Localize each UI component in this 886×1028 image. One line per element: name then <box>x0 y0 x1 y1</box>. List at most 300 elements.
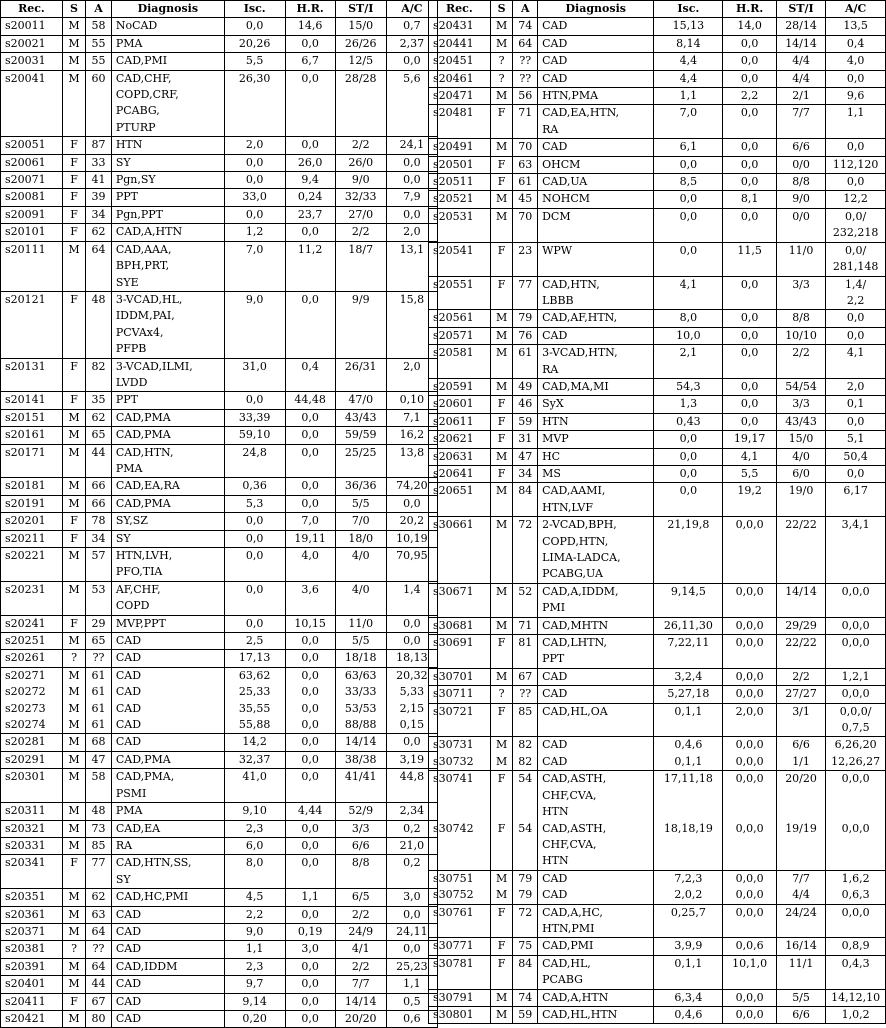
ac-cell <box>826 88 886 105</box>
ac-cell <box>826 938 886 955</box>
table-row <box>1 923 438 940</box>
diagnosis-cell <box>111 172 224 189</box>
ac-cell-line: 5,6 <box>403 71 421 85</box>
header-hr: H.R. <box>285 1 335 18</box>
rec-cell: s20091 <box>1 206 63 223</box>
sex-cell: M <box>62 976 85 993</box>
sti-cell: 43/43 <box>335 409 386 426</box>
ac-cell-line: 281,148 <box>832 260 879 274</box>
sti-cell: 18/7 <box>335 241 386 291</box>
diagnosis-cell-line: CAD <box>115 651 142 665</box>
diagnosis-cell-line: PPT <box>115 190 138 204</box>
hr-cell: 0,0 <box>285 993 335 1010</box>
diagnosis-cell <box>538 737 654 754</box>
diagnosis-cell-line: CAD,EA <box>115 821 161 835</box>
sti-cell: 6/6 <box>776 1006 825 1023</box>
diagnosis-cell-line: CAD,EA,HTN, <box>542 106 620 120</box>
hr-cell: 0,0,0 <box>723 617 777 634</box>
ac-cell-line: 0,0/ <box>845 209 867 223</box>
diagnosis-cell <box>538 70 654 87</box>
isc-cell: 59,10 <box>224 427 285 444</box>
age-cell: ?? <box>513 686 538 703</box>
rec-cell: s20281 <box>1 734 63 751</box>
sex-cell: M <box>490 583 513 617</box>
diagnosis-cell <box>538 617 654 634</box>
hr-cell: 0,0 <box>723 413 777 430</box>
diagnosis-cell-line: 3-VCAD,HL, <box>115 292 183 306</box>
age-cell: 62 <box>86 224 112 241</box>
sti-cell: 25/25 <box>335 444 386 478</box>
table-row <box>429 88 886 105</box>
diagnosis-cell <box>111 495 224 512</box>
sex-cell: M <box>62 427 85 444</box>
hr-cell: 1,1 <box>285 889 335 906</box>
diagnosis-cell <box>111 820 224 837</box>
ac-cell-line: 5,33 <box>399 685 425 699</box>
sex-cell: F <box>490 242 513 276</box>
header-sti: ST/I <box>335 1 386 18</box>
ac-cell-line: 20,2 <box>399 514 425 528</box>
rec-cell: s20521 <box>429 191 491 208</box>
header-age: A <box>513 1 538 18</box>
rec-cell: s20311 <box>1 803 63 820</box>
sex-cell: M <box>62 667 85 684</box>
table-row <box>1 684 438 700</box>
hr-cell: 0,0,0 <box>723 821 777 871</box>
rec-cell: s20561 <box>429 310 491 327</box>
diagnosis-cell-line: 2-VCAD,BPH, <box>542 518 617 532</box>
isc-cell: 7,22,11 <box>654 635 723 669</box>
hr-cell: 0,0,0 <box>723 635 777 669</box>
ac-cell-line: 1,1 <box>846 106 865 120</box>
isc-cell: 1,1 <box>654 88 723 105</box>
sti-cell: 19/0 <box>776 483 825 517</box>
table-row <box>1 581 438 615</box>
sti-cell: 2/2 <box>335 958 386 975</box>
sex-cell: M <box>490 88 513 105</box>
isc-cell: 5,27,18 <box>654 686 723 703</box>
hr-cell: 9,4 <box>285 172 335 189</box>
isc-cell: 0,43 <box>654 413 723 430</box>
rec-cell: s30721 <box>429 703 491 737</box>
ac-cell-line: 4,1 <box>846 346 865 360</box>
age-cell: 82 <box>86 358 112 392</box>
rec-cell: s20181 <box>1 478 63 495</box>
age-cell: 33 <box>86 154 112 171</box>
diagnosis-cell-line: WPW <box>542 243 573 257</box>
age-cell: 65 <box>86 633 112 650</box>
age-cell: 48 <box>86 803 112 820</box>
diagnosis-cell-line: CAD <box>115 735 142 749</box>
diagnosis-cell <box>111 291 224 358</box>
table-row <box>429 53 886 70</box>
sex-cell: F <box>62 189 85 206</box>
isc-cell: 8,0 <box>654 310 723 327</box>
diagnosis-cell <box>111 993 224 1010</box>
hr-cell: 10,1,0 <box>723 955 777 989</box>
diagnosis-cell-line: CAD,ASTH, <box>542 772 607 786</box>
table-row <box>1 855 438 889</box>
hr-cell: 0,24 <box>285 189 335 206</box>
hr-cell: 0,0 <box>285 837 335 854</box>
diagnosis-cell <box>111 1010 224 1027</box>
ac-cell <box>826 345 886 379</box>
isc-cell: 0,0 <box>224 548 285 582</box>
diagnosis-cell-line: CAD,HTN,SS, <box>115 856 192 870</box>
hr-cell: 0,0 <box>723 139 777 156</box>
sex-cell: F <box>490 105 513 139</box>
sex-cell: M <box>62 717 85 734</box>
isc-cell: 24,8 <box>224 444 285 478</box>
diagnosis-cell <box>538 517 654 584</box>
sex-cell: F <box>62 358 85 392</box>
rec-cell: s20371 <box>1 923 63 940</box>
diagnosis-cell-line: CAD,IDDM <box>115 959 178 973</box>
sti-cell: 54/54 <box>776 378 825 395</box>
isc-cell: 9,0 <box>224 923 285 940</box>
diagnosis-cell <box>538 870 654 887</box>
diagnosis-cell-line: CAD,HC,PMI <box>115 890 189 904</box>
sti-cell: 5/5 <box>335 633 386 650</box>
table-row <box>429 35 886 52</box>
isc-cell: 25,33 <box>224 684 285 700</box>
sti-cell: 20/20 <box>335 1010 386 1027</box>
table-row <box>1 941 438 958</box>
sti-cell: 27/0 <box>335 206 386 223</box>
table-row <box>1 548 438 582</box>
sti-cell: 4/4 <box>776 70 825 87</box>
table-row <box>1 633 438 650</box>
sti-cell: 4/4 <box>776 887 825 904</box>
isc-cell: 5,3 <box>224 495 285 512</box>
ac-cell <box>826 1006 886 1023</box>
hr-cell: 0,0,0 <box>723 904 777 938</box>
ac-cell-line: 3,4,1 <box>841 518 870 532</box>
table-row <box>429 174 886 191</box>
ac-cell-line: 7,9 <box>403 190 421 204</box>
age-cell: 57 <box>86 548 112 582</box>
diagnosis-cell-line: RA <box>542 122 559 136</box>
table-row <box>429 18 886 35</box>
sex-cell: F <box>490 276 513 310</box>
isc-cell: 0,0 <box>654 191 723 208</box>
table-row <box>1 615 438 632</box>
ac-cell-line: 1,2,1 <box>841 669 870 683</box>
sex-cell: M <box>62 1010 85 1027</box>
isc-cell: 8,5 <box>654 174 723 191</box>
diagnosis-cell-line: CAD,MHTN <box>542 618 609 632</box>
diagnosis-cell-line: CAD,HL,HTN <box>542 1007 618 1021</box>
diagnosis-cell-line: IDDM,PAI, <box>115 309 175 323</box>
isc-cell: 26,11,30 <box>654 617 723 634</box>
diagnosis-cell-line: CAD,AF,HTN, <box>542 311 618 325</box>
rec-cell: s20401 <box>1 976 63 993</box>
table-row <box>429 821 886 871</box>
age-cell: 82 <box>513 754 538 771</box>
diagnosis-cell-line: NOHCM <box>542 192 590 206</box>
ac-cell-line: 2,2 <box>846 293 865 307</box>
table-row <box>429 703 886 737</box>
diagnosis-cell <box>111 478 224 495</box>
diagnosis-cell-line: CAD,ASTH, <box>542 821 607 835</box>
sex-cell: M <box>62 581 85 615</box>
sex-cell: M <box>62 906 85 923</box>
table-row <box>1 993 438 1010</box>
sex-cell: M <box>490 139 513 156</box>
ac-cell-line: 13,5 <box>843 19 868 33</box>
isc-cell: 9,7 <box>224 976 285 993</box>
sti-cell: 2/2 <box>776 345 825 379</box>
isc-cell: 6,3,4 <box>654 989 723 1006</box>
sex-cell: ? <box>490 53 513 70</box>
rec-cell: s20021 <box>1 35 63 52</box>
ac-cell-line: 0,6 <box>403 1011 421 1025</box>
ac-cell-line: 0,5 <box>403 994 421 1008</box>
diagnosis-cell-line: DCM <box>542 209 571 223</box>
diagnosis-cell <box>538 955 654 989</box>
rec-cell: s20631 <box>429 448 491 465</box>
table-row <box>1 803 438 820</box>
sex-cell: F <box>490 771 513 821</box>
age-cell: 70 <box>513 208 538 242</box>
diagnosis-cell <box>538 156 654 173</box>
sex-cell: F <box>62 154 85 171</box>
diagnosis-cell-line: CAD,PMI <box>542 939 594 953</box>
hr-cell: 0,0 <box>723 174 777 191</box>
age-cell: 53 <box>86 581 112 615</box>
isc-cell: 0,0 <box>654 431 723 448</box>
diagnosis-cell <box>111 803 224 820</box>
sex-cell: F <box>490 431 513 448</box>
sex-cell: F <box>62 224 85 241</box>
sex-cell: F <box>62 291 85 358</box>
isc-cell: 0,0 <box>654 156 723 173</box>
hr-cell: 0,0 <box>723 378 777 395</box>
rec-cell: s20501 <box>429 156 491 173</box>
table-row <box>1 70 438 137</box>
ac-cell-line: 1,6,2 <box>841 871 870 885</box>
diagnosis-cell-line: PFO,TIA <box>115 565 163 579</box>
age-cell: 58 <box>86 18 112 35</box>
header-sex: S <box>490 1 513 18</box>
isc-cell: 31,0 <box>224 358 285 392</box>
hr-cell: 0,0 <box>723 105 777 139</box>
sti-cell: 24/9 <box>335 923 386 940</box>
hr-cell: 0,0 <box>285 137 335 154</box>
sti-cell: 9/9 <box>335 291 386 358</box>
ac-cell <box>826 18 886 35</box>
diagnosis-cell <box>538 174 654 191</box>
age-cell: 68 <box>86 734 112 751</box>
ac-cell-line: 1,0,2 <box>841 1007 870 1021</box>
ac-cell-line: 24,11 <box>396 924 428 938</box>
sti-cell: 15/0 <box>776 431 825 448</box>
rec-cell: s30681 <box>429 617 491 634</box>
diagnosis-cell-line: BPH,PRT, <box>115 259 170 273</box>
age-cell: 72 <box>513 517 538 584</box>
diagnosis-cell-line: HTN,LVF <box>542 500 594 514</box>
rec-cell: s30752 <box>429 887 491 904</box>
table-row <box>429 737 886 754</box>
diagnosis-cell-line: SY <box>115 531 131 545</box>
sti-cell: 1/1 <box>776 754 825 771</box>
header-row <box>429 1 886 18</box>
rec-cell: s20261 <box>1 650 63 667</box>
age-cell: 52 <box>513 583 538 617</box>
sex-cell: F <box>62 513 85 530</box>
diagnosis-cell-line: COPD <box>115 599 150 613</box>
ac-cell-line: 0,0,0 <box>841 821 870 835</box>
sti-cell: 3/3 <box>776 396 825 413</box>
isc-cell: 4,4 <box>654 70 723 87</box>
diagnosis-cell <box>111 241 224 291</box>
table-row <box>429 139 886 156</box>
ac-cell-line: 6,17 <box>843 484 868 498</box>
diagnosis-cell-line: CAD,PMA <box>115 428 171 442</box>
isc-cell: 6,1 <box>654 139 723 156</box>
hr-cell: 0,0 <box>285 906 335 923</box>
ac-cell-line: 13,1 <box>399 242 425 256</box>
sti-cell: 0/0 <box>776 208 825 242</box>
sex-cell: M <box>62 769 85 803</box>
ac-cell-line: 44,8 <box>399 770 425 784</box>
age-cell: 71 <box>513 105 538 139</box>
diagnosis-cell <box>111 530 224 547</box>
header-hr: H.R. <box>723 1 777 18</box>
table-row <box>429 310 886 327</box>
ac-cell-line: 1,1 <box>403 977 421 991</box>
diagnosis-cell-line: CHF,CVA, <box>542 837 597 851</box>
isc-cell: 32,37 <box>224 751 285 768</box>
ac-cell-line: 0,0 <box>403 173 421 187</box>
sex-cell: F <box>490 955 513 989</box>
sex-cell: M <box>62 18 85 35</box>
isc-cell: 1,2 <box>224 224 285 241</box>
diagnosis-cell-line: CAD,PMA, <box>115 770 175 784</box>
diagnosis-cell-line: CAD <box>115 668 142 682</box>
sti-cell: 7/7 <box>776 870 825 887</box>
rec-cell: s20461 <box>429 70 491 87</box>
age-cell: ?? <box>86 650 112 667</box>
age-cell: 74 <box>513 18 538 35</box>
ac-cell-line: 18,13 <box>396 651 428 665</box>
sex-cell: F <box>490 396 513 413</box>
sex-cell: M <box>62 734 85 751</box>
isc-cell: 55,88 <box>224 717 285 734</box>
isc-cell: 0,0 <box>654 208 723 242</box>
rec-cell: s30742 <box>429 821 491 871</box>
sti-cell: 38/38 <box>335 751 386 768</box>
sti-cell: 2/2 <box>335 137 386 154</box>
hr-cell: 0,0 <box>285 751 335 768</box>
rec-cell: s20273 <box>1 701 63 717</box>
table-row <box>429 208 886 242</box>
sti-cell: 59/59 <box>335 427 386 444</box>
sex-cell: M <box>62 633 85 650</box>
header-diagnosis: Diagnosis <box>538 1 654 18</box>
isc-cell: 9,14,5 <box>654 583 723 617</box>
hr-cell: 2,0,0 <box>723 703 777 737</box>
diagnosis-cell-line: NoCAD <box>115 19 158 33</box>
diagnosis-cell <box>538 208 654 242</box>
ac-cell <box>826 635 886 669</box>
table-row <box>429 70 886 87</box>
diagnosis-cell <box>111 154 224 171</box>
diagnosis-cell-line: CAD,A,HTN <box>542 990 609 1004</box>
diagnosis-cell-line: CAD,LHTN, <box>542 636 608 650</box>
table-row <box>1 717 438 734</box>
sti-cell: 6/0 <box>776 465 825 482</box>
sti-cell: 5/5 <box>776 989 825 1006</box>
diagnosis-cell-line: CAD <box>115 701 142 715</box>
diagnosis-cell-line: AF,CHF, <box>115 582 161 596</box>
header-sti: ST/I <box>776 1 825 18</box>
isc-cell: 0,0 <box>654 242 723 276</box>
hr-cell: 4,0 <box>285 548 335 582</box>
sex-cell: ? <box>62 650 85 667</box>
diagnosis-cell-line: COPD,CRF, <box>115 88 179 102</box>
age-cell: ?? <box>513 53 538 70</box>
age-cell: 59 <box>513 413 538 430</box>
sex-cell: F <box>62 172 85 189</box>
hr-cell: 4,44 <box>285 803 335 820</box>
hr-cell: 11,2 <box>285 241 335 291</box>
hr-cell: 0,19 <box>285 923 335 940</box>
rec-cell: s20272 <box>1 684 63 700</box>
ac-cell <box>826 70 886 87</box>
hr-cell: 0,0 <box>723 327 777 344</box>
rec-cell: s20301 <box>1 769 63 803</box>
diagnosis-cell-line: COPD,HTN, <box>542 534 609 548</box>
isc-cell: 2,3 <box>224 820 285 837</box>
hr-cell: 0,0 <box>285 650 335 667</box>
age-cell: 61 <box>86 684 112 700</box>
isc-cell: 0,25,7 <box>654 904 723 938</box>
sti-cell: 3/1 <box>776 703 825 737</box>
sti-cell: 36/36 <box>335 478 386 495</box>
ac-cell <box>826 242 886 276</box>
isc-cell: 2,0 <box>224 137 285 154</box>
sti-cell: 28/14 <box>776 18 825 35</box>
table-row <box>429 583 886 617</box>
rec-cell: s20601 <box>429 396 491 413</box>
sex-cell: M <box>62 444 85 478</box>
hr-cell: 0,0 <box>285 976 335 993</box>
hr-cell: 0,0 <box>285 667 335 684</box>
diagnosis-cell-line: HTN,PMA <box>542 89 599 103</box>
rec-cell: s20131 <box>1 358 63 392</box>
table-row <box>429 345 886 379</box>
rec-cell: s20231 <box>1 581 63 615</box>
sex-cell: F <box>490 465 513 482</box>
diagnosis-cell-line: HTN,LVH, <box>115 549 173 562</box>
rec-cell: s20101 <box>1 224 63 241</box>
sex-cell: M <box>490 483 513 517</box>
diagnosis-cell-line: SY <box>115 872 131 886</box>
ac-cell-line: 0,0 <box>846 175 865 189</box>
isc-cell: 41,0 <box>224 769 285 803</box>
isc-cell: 0,0 <box>654 483 723 517</box>
table-row <box>429 431 886 448</box>
diagnosis-cell <box>538 635 654 669</box>
isc-cell: 9,14 <box>224 993 285 1010</box>
ac-cell-line: 112,120 <box>832 157 879 171</box>
age-cell: 39 <box>86 189 112 206</box>
isc-cell: 1,3 <box>654 396 723 413</box>
diagnosis-cell-line: PTURP <box>115 120 156 134</box>
sex-cell: M <box>62 35 85 52</box>
sex-cell: F <box>490 703 513 737</box>
